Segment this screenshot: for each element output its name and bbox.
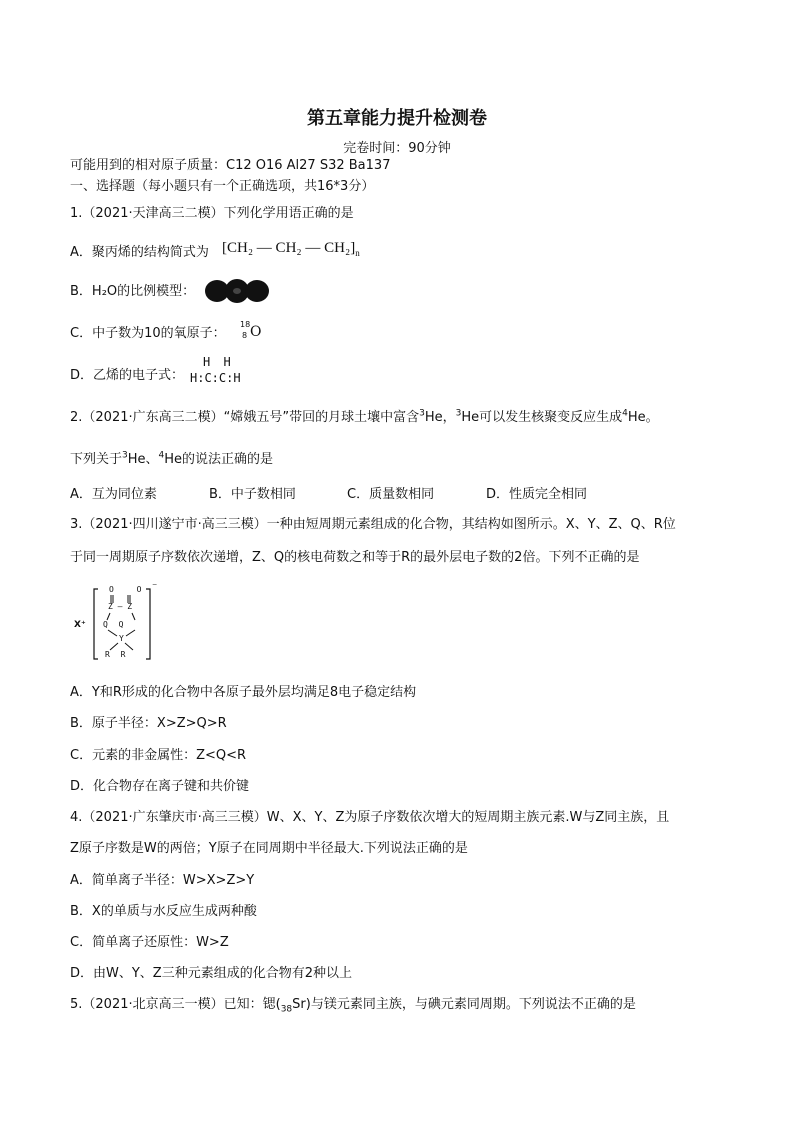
ethylene-electron-formula xyxy=(190,355,280,391)
q2-option-c: C．质量数相同 xyxy=(347,487,435,502)
q2-line2 xyxy=(70,452,273,468)
q3-structure-diagram xyxy=(70,582,160,665)
struct-o-top: O O xyxy=(109,585,151,594)
struct-charge: ⁻ xyxy=(152,582,158,593)
q2-text-5: He、 xyxy=(127,452,159,467)
ethylene-top-h: H H xyxy=(203,355,234,369)
sr-atomic-number: 38 xyxy=(280,1004,293,1015)
q3-line1: 3.（2021·四川遂宁市·高三三模）一种由短周期元素组成的化合物，其结构如图所示。X、Y、Z、Q、R位 xyxy=(70,517,676,532)
sup-3b: 3 xyxy=(455,408,462,419)
atomic-number: 8 xyxy=(242,331,248,340)
q2-text-4: 下列关于 xyxy=(70,452,123,467)
formula-subscript-n: n xyxy=(355,248,360,258)
water-space-filling-model xyxy=(203,277,271,305)
struct-q: Q Q xyxy=(103,620,127,629)
q5-text-2: Sr)与镁元素同主族，与碘元素同周期。下列说法不正确的是 xyxy=(292,997,636,1012)
sup-4b: 4 xyxy=(158,450,165,461)
q1-option-d-label: D．乙烯的电子式： xyxy=(70,368,185,383)
oxygen-18-isotope xyxy=(240,320,280,346)
q4-line1: 4.（2021·广东肇庆市·高三三模）W、X、Y、Z为原子序数依次增大的短周期主族元素.W与Z同主族，且 xyxy=(70,810,670,825)
sup-3c: 3 xyxy=(122,450,128,461)
polypropylene-formula: [CH₂ — CH₂ — CH₂] xyxy=(222,240,356,256)
struct-y: Y xyxy=(119,634,124,643)
q4-option-b: B．X的单质与水反应生成两种酸 xyxy=(70,904,257,919)
q2-text-3: He。 xyxy=(627,410,659,425)
q1-stem: 1.（2021·天津高三二模）下列化学用语正确的是 xyxy=(70,206,354,221)
section-heading: 一、选择题（每小题只有一个正确选项，共16*3分） xyxy=(70,179,375,194)
ethylene-main-line: H:C:C:H xyxy=(190,371,241,385)
sup-4: 4 xyxy=(622,408,628,419)
q1-option-a-label: A．聚丙烯的结构简式为 xyxy=(70,245,209,260)
he-3: He， xyxy=(424,410,456,425)
q1-option-b-label: B．H₂O的比例模型： xyxy=(70,284,196,299)
q2-text-2: He可以发生核聚变反应生成 xyxy=(461,410,623,425)
q1-option-c-label: C．中子数为10的氧原子： xyxy=(70,326,226,341)
page-title: 第五章能力提升检测卷 xyxy=(307,108,487,129)
q2-text-6: He的说法正确的是 xyxy=(164,452,274,467)
q5-text-1: 5.（2021·北京高三一模）已知：锶( xyxy=(70,997,281,1012)
struct-z: Z — Z xyxy=(108,602,133,611)
q3-option-a: A．Y和R形成的化合物中各原子最外层均满足8电子稳定结构 xyxy=(70,685,417,700)
q2-line1 xyxy=(70,410,659,426)
q4-line2: Z原子序数是W的两倍；Y原子在同周期中半径最大.下列说法正确的是 xyxy=(70,841,468,856)
element-symbol: O xyxy=(250,324,262,340)
q4-option-c: C．简单离子还原性：W>Z xyxy=(70,935,229,950)
q2-option-b: B．中子数相同 xyxy=(209,487,296,502)
q2-text-1: 2.（2021·广东高三二模）“嫦娥五号”带回的月球土壤中富含 xyxy=(70,410,420,425)
struct-x-cation: X⁺ xyxy=(74,620,86,630)
struct-r: R R xyxy=(105,650,129,659)
mass-number: 18 xyxy=(240,320,251,329)
sup-3: 3 xyxy=(419,408,425,419)
q3-option-d: D．化合物存在离子键和共价键 xyxy=(70,779,250,794)
q1-option-a-formula xyxy=(222,240,360,257)
q3-option-c: C．元素的非金属性：Z<Q<R xyxy=(70,748,247,763)
q4-option-d: D．由W、Y、Z三种元素组成的化合物有2种以上 xyxy=(70,966,352,981)
q4-option-a: A．简单离子半径：W>X>Z>Y xyxy=(70,873,255,888)
q2-option-d: D．性质完全相同 xyxy=(486,487,588,502)
q5-line1 xyxy=(70,997,636,1013)
q3-option-b: B．原子半径：X>Z>Q>R xyxy=(70,716,227,731)
q3-line2: 于同一周期原子序数依次递增，Z、Q的核电荷数之和等于R的最外层电子数的2倍。下列不正确的是 xyxy=(70,550,640,565)
q2-option-a: A．互为同位素 xyxy=(70,487,157,502)
exam-time: 完卷时间：90分钟 xyxy=(343,141,451,156)
atomic-masses: 可能用到的相对原子质量：C12 O16 Al27 S32 Ba137 xyxy=(70,158,391,173)
